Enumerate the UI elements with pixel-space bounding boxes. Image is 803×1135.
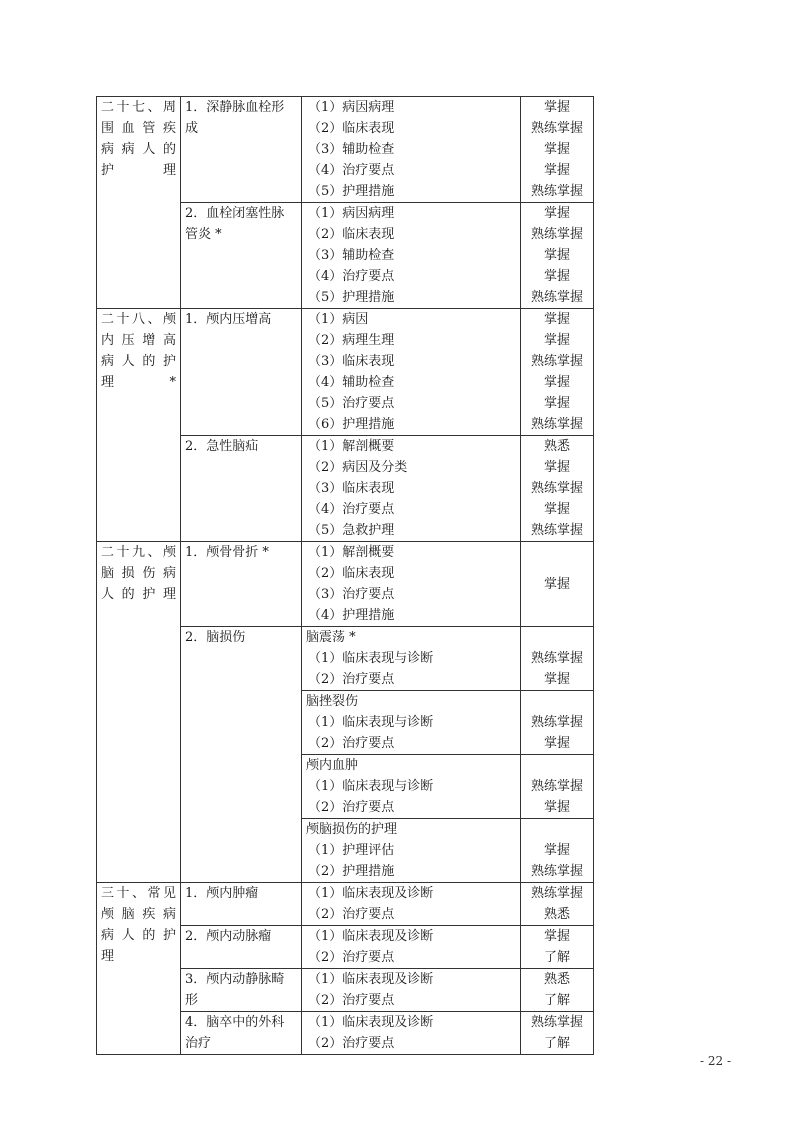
requirement-level: 掌握	[543, 396, 570, 411]
content-item: （2）临床表现	[308, 121, 395, 136]
content-item: （2）护理措施	[308, 864, 395, 879]
content-item: （5）护理措施	[308, 290, 395, 305]
content-item: （1）病因	[308, 312, 369, 327]
topic-name-line: 2．脑损伤	[185, 630, 246, 645]
spacer-line	[523, 691, 591, 712]
topic-cell	[181, 1012, 302, 1055]
requirement-level: 熟练掌握	[530, 121, 583, 136]
content-item: （3）辅助检查	[308, 142, 395, 157]
requirement-cell	[521, 97, 594, 203]
content-item: （4）治疗要点	[308, 269, 395, 284]
requirement-cell	[521, 969, 594, 1012]
topic-name-line: 管炎 *	[185, 227, 222, 242]
requirement-level: 掌握	[543, 375, 570, 390]
topic-name-line: 1．深静脉血栓形	[185, 100, 285, 115]
content-cell	[302, 97, 521, 203]
content-item: （3）辅助检查	[308, 248, 395, 263]
table-row	[97, 883, 594, 926]
topic-name-line: 治疗	[185, 1036, 212, 1051]
requirement-level: 掌握	[543, 843, 570, 858]
topic-name-line: 1．颅内压增高	[185, 312, 272, 327]
table-row	[97, 97, 594, 203]
subtopic-header: 脑震荡 *	[306, 630, 356, 645]
unit-title-line: 围 血 管 疾	[101, 121, 176, 136]
unit-title-cell	[97, 883, 181, 1055]
content-item: （1）解剖概要	[308, 439, 395, 454]
content-item: （4）治疗要点	[308, 163, 395, 178]
requirement-level: 掌握	[543, 333, 570, 348]
requirement-level: 熟练掌握	[530, 886, 583, 901]
subtopic-header: 脑挫裂伤	[306, 694, 359, 709]
content-item: （2）治疗要点	[308, 993, 395, 1008]
content-item: （3）治疗要点	[308, 587, 395, 602]
requirement-level: 熟练掌握	[530, 651, 583, 666]
requirement-cell	[521, 755, 594, 819]
requirement-level: 熟练掌握	[530, 779, 583, 794]
content-item: （2）临床表现	[308, 566, 395, 581]
requirement-level: 熟练掌握	[530, 715, 583, 730]
content-item: （2）治疗要点	[308, 1036, 395, 1051]
content-item: （3）临床表现	[308, 354, 395, 369]
content-cell	[302, 883, 521, 926]
requirement-level: 掌握	[543, 502, 570, 517]
content-item: （2）治疗要点	[308, 907, 395, 922]
table-row	[97, 542, 594, 627]
unit-title-line: 二十九、颅	[101, 545, 176, 560]
requirement-level: 熟练掌握	[530, 290, 583, 305]
content-item: （5）护理措施	[308, 184, 395, 199]
unit-title-line: 理 *	[101, 375, 176, 390]
content-cell	[302, 309, 521, 436]
content-item: （1）临床表现与诊断	[308, 779, 434, 794]
requirement-level: 掌握	[543, 163, 570, 178]
content-cell	[302, 627, 521, 691]
content-item: （1）病因病理	[308, 206, 395, 221]
requirement-level: 掌握	[543, 672, 570, 687]
content-item: （4）辅助检查	[308, 375, 395, 390]
requirement-level: 熟悉	[543, 972, 570, 987]
unit-title-cell	[97, 309, 181, 542]
topic-cell	[181, 542, 302, 627]
content-cell	[302, 1012, 521, 1055]
requirement-level: 熟练掌握	[530, 227, 583, 242]
requirement-cell	[521, 542, 594, 627]
content-item: （4）治疗要点	[308, 502, 395, 517]
content-item: （1）护理评估	[308, 843, 395, 858]
syllabus-table-body	[97, 97, 594, 1055]
content-item: （6）护理措施	[308, 417, 395, 432]
content-item: （2）治疗要点	[308, 672, 395, 687]
spacer-line	[523, 627, 591, 648]
content-item: （1）临床表现与诊断	[308, 715, 434, 730]
content-item: （2）病理生理	[308, 333, 395, 348]
topic-cell	[181, 627, 302, 883]
requirement-level: 熟练掌握	[530, 354, 583, 369]
topic-cell	[181, 97, 302, 203]
content-item: （4）护理措施	[308, 608, 395, 623]
unit-title-line: 内 压 增 高	[101, 333, 176, 348]
content-item: （1）病因病理	[308, 100, 395, 115]
requirement-level: 熟练掌握	[530, 481, 583, 496]
content-cell	[302, 819, 521, 883]
requirement-level: 掌握	[543, 142, 570, 157]
requirement-level: 熟练掌握	[530, 1015, 583, 1030]
requirement-level: 熟悉	[543, 907, 570, 922]
content-cell	[302, 542, 521, 627]
content-item: （1）临床表现及诊断	[308, 1015, 434, 1030]
content-cell	[302, 691, 521, 755]
requirement-level: 熟练掌握	[530, 523, 583, 538]
unit-title-line: 人的护理	[101, 587, 176, 602]
topic-name-line: 成	[185, 121, 199, 136]
requirement-level: 掌握	[543, 248, 570, 263]
requirement-level: 熟悉	[543, 439, 570, 454]
unit-title-line: 二十八、颅	[101, 312, 176, 327]
topic-name-line: 1．颅骨骨折 *	[185, 545, 269, 560]
requirement-cell	[521, 691, 594, 755]
unit-title-line: 三十、常见	[101, 886, 176, 901]
content-item: （1）临床表现及诊断	[308, 972, 434, 987]
topic-name-line: 形	[185, 993, 199, 1008]
requirement-level: 掌握	[543, 206, 570, 221]
spacer-line	[523, 755, 591, 776]
requirement-level: 熟练掌握	[530, 864, 583, 879]
table-row	[97, 309, 594, 436]
unit-title-line: 病 人 的 护	[101, 928, 176, 943]
page-number: - 22 -	[699, 1054, 731, 1068]
content-item: （5）治疗要点	[308, 396, 395, 411]
content-item: （5）急救护理	[308, 523, 395, 538]
requirement-level: 掌握	[543, 460, 570, 475]
topic-cell	[181, 309, 302, 436]
content-cell	[302, 969, 521, 1012]
unit-title-cell	[97, 97, 181, 309]
topic-name-line: 4．脑卒中的外科	[185, 1015, 285, 1030]
content-cell	[302, 926, 521, 969]
content-item: （2）治疗要点	[308, 736, 395, 751]
content-cell	[302, 436, 521, 542]
topic-cell	[181, 926, 302, 969]
unit-title-line: 病 病 人 的	[101, 142, 176, 157]
requirement-cell	[521, 203, 594, 309]
content-item: （2）治疗要点	[308, 950, 395, 965]
requirement-level: 掌握	[543, 312, 570, 327]
requirement-level: 掌握	[543, 100, 570, 115]
topic-cell	[181, 883, 302, 926]
requirement-cell	[521, 819, 594, 883]
unit-title-line: 脑 损 伤 病	[101, 566, 176, 581]
topic-cell	[181, 969, 302, 1012]
content-item: （2）病因及分类	[308, 460, 408, 475]
unit-title-line: 二十七、周	[101, 100, 176, 115]
content-item: （2）治疗要点	[308, 800, 395, 815]
requirement-cell	[521, 1012, 594, 1055]
requirement-cell	[521, 883, 594, 926]
unit-title-line: 颅 脑 疾 病	[101, 907, 176, 922]
content-item: （1）解剖概要	[308, 545, 395, 560]
content-cell	[302, 755, 521, 819]
requirement-cell	[521, 926, 594, 969]
requirement-cell	[521, 309, 594, 436]
content-item: （1）临床表现及诊断	[308, 929, 434, 944]
spacer-line	[523, 819, 591, 840]
topic-name-line: 3．颅内动静脉畸	[185, 972, 285, 987]
unit-title-line: 护理	[101, 163, 176, 178]
unit-title-line: 病 人 的 护	[101, 354, 176, 369]
syllabus-table	[96, 96, 594, 1055]
unit-title-cell	[97, 542, 181, 883]
requirement-level: 掌握	[543, 736, 570, 751]
requirement-level: 熟练掌握	[530, 184, 583, 199]
topic-name-line: 1．颅内肿瘤	[185, 886, 259, 901]
topic-name-line: 2．急性脑疝	[185, 439, 259, 454]
requirement-level: 掌握	[543, 929, 570, 944]
topic-cell	[181, 436, 302, 542]
requirement-level: 了解	[543, 950, 570, 965]
content-item: （3）临床表现	[308, 481, 395, 496]
requirement-level: 熟练掌握	[530, 417, 583, 432]
requirement-level: 掌握	[543, 269, 570, 284]
requirement-level: 掌握	[543, 800, 570, 815]
requirement-level: 了解	[543, 1036, 570, 1051]
topic-cell	[181, 203, 302, 309]
requirement-level: 掌握	[543, 576, 570, 592]
subtopic-header: 颅内血肿	[306, 758, 359, 773]
unit-title-line: 理	[101, 949, 115, 964]
subtopic-header: 颅脑损伤的护理	[306, 822, 398, 837]
requirement-level: 了解	[543, 993, 570, 1008]
requirement-cell	[521, 627, 594, 691]
content-item: （1）临床表现及诊断	[308, 886, 434, 901]
topic-name-line: 2．血栓闭塞性脉	[185, 206, 285, 221]
content-item: （1）临床表现与诊断	[308, 651, 434, 666]
requirement-cell	[521, 436, 594, 542]
content-cell	[302, 203, 521, 309]
topic-name-line: 2．颅内动脉瘤	[185, 929, 272, 944]
content-item: （2）临床表现	[308, 227, 395, 242]
